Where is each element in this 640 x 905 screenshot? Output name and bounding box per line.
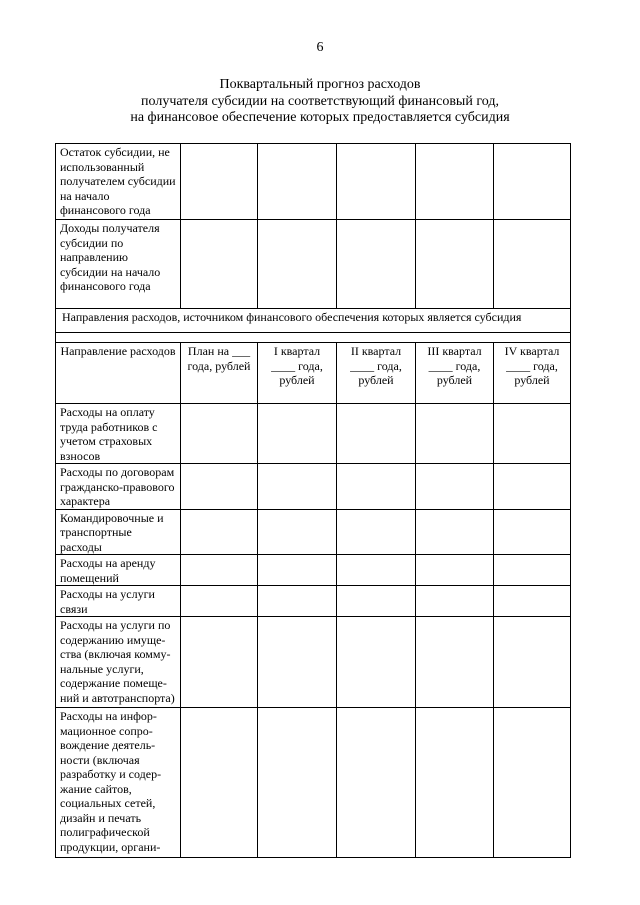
table-row (56, 464, 571, 510)
table-cell[interactable] (337, 464, 416, 510)
table-cell[interactable] (258, 509, 337, 555)
table-row (56, 555, 571, 586)
row-label: Расходы на аренду помещений (56, 555, 181, 586)
table-cell[interactable] (337, 586, 416, 617)
table-cell[interactable] (337, 220, 416, 309)
col-header-q1: I квартал ____ года, рублей (258, 343, 337, 404)
table-cell[interactable] (337, 144, 416, 220)
table-row-remainder (56, 144, 571, 220)
table-cell[interactable] (494, 586, 571, 617)
table-cell[interactable] (416, 617, 494, 708)
table-cell[interactable] (494, 404, 571, 464)
row-label: Расходы на услуги связи (56, 586, 181, 617)
table-row-income (56, 220, 571, 309)
section-header: Направления расходов, источником финансового обеспечения которых является субсидия (56, 309, 571, 333)
table-cell[interactable] (494, 464, 571, 510)
row-label-remainder: Остаток субсидии, не использованный получателем субсидии на начало финансового года (56, 144, 181, 220)
table-cell[interactable] (181, 220, 258, 309)
table-row (56, 404, 571, 464)
table-cell[interactable] (181, 509, 258, 555)
table-cell[interactable] (416, 708, 494, 858)
table-cell[interactable] (416, 144, 494, 220)
table-cell[interactable] (337, 617, 416, 708)
table-cell[interactable] (337, 555, 416, 586)
column-header-row (56, 343, 571, 404)
table-cell[interactable] (494, 220, 571, 309)
col-header-direction: Направление расходов (56, 343, 181, 404)
page-title (0, 77, 640, 127)
table-cell[interactable] (181, 617, 258, 708)
table-cell[interactable] (181, 404, 258, 464)
table-cell[interactable] (337, 404, 416, 464)
table-cell[interactable] (258, 464, 337, 510)
table-cell[interactable] (337, 509, 416, 555)
col-header-q4: IV квартал ____ года, рублей (494, 343, 571, 404)
row-label: Расходы на оплату труда работников с учетом страховых взносов (56, 404, 181, 464)
table-row (56, 708, 571, 858)
table-cell[interactable] (258, 404, 337, 464)
table-cell[interactable] (416, 464, 494, 510)
col-header-plan: План на ___ года, рублей (181, 343, 258, 404)
table-row (56, 509, 571, 555)
title-line-2: получателя субсидии на соответствующий финансовый год, (141, 93, 499, 109)
table-cell[interactable] (416, 586, 494, 617)
table-cell[interactable] (258, 617, 337, 708)
col-header-q3: III квартал ____ года, рублей (416, 343, 494, 404)
row-label: Командировочные и транспортные расходы (56, 509, 181, 555)
table-cell[interactable] (416, 509, 494, 555)
table-cell[interactable] (494, 509, 571, 555)
table-cell[interactable] (181, 144, 258, 220)
col-header-q2: II квартал ____ года, рублей (337, 343, 416, 404)
table-cell[interactable] (258, 144, 337, 220)
section-header-row (56, 309, 571, 333)
page-number: 6 (316, 40, 324, 55)
table-cell[interactable] (494, 708, 571, 858)
spacer-row (56, 333, 571, 343)
table-cell[interactable] (494, 555, 571, 586)
spacer-cell (56, 333, 571, 343)
table-cell[interactable] (181, 586, 258, 617)
table-cell[interactable] (258, 555, 337, 586)
row-label: Расходы на услуги по содержанию имущества (включая коммунальные услуги, содержание помещений и автотранспорта) (56, 617, 181, 708)
table-cell[interactable] (181, 708, 258, 858)
expense-forecast-table (55, 143, 571, 858)
table-cell[interactable] (258, 708, 337, 858)
table-cell[interactable] (416, 220, 494, 309)
row-label: Расходы на информационное сопровождение деятельности (включая разработку и содержание сайтов, социальных сетей, дизайн и печать полиграфической продукции, органи- (56, 708, 181, 858)
table-row (56, 586, 571, 617)
table-cell[interactable] (258, 220, 337, 309)
table-cell[interactable] (181, 464, 258, 510)
table-cell[interactable] (494, 617, 571, 708)
title-line-3: на финансовое обеспечение которых предоставляется субсидия (130, 110, 510, 125)
table-cell[interactable] (181, 555, 258, 586)
table-cell[interactable] (416, 555, 494, 586)
title-line-1: Поквартальный прогноз расходов (219, 77, 421, 92)
table-row (56, 617, 571, 708)
table-cell[interactable] (416, 404, 494, 464)
table-cell[interactable] (337, 708, 416, 858)
row-label: Расходы по договорам гражданско-правового характера (56, 464, 181, 510)
table-cell[interactable] (258, 586, 337, 617)
table-cell[interactable] (494, 144, 571, 220)
row-label-income: Доходы получателя субсидии по направлению субсидии на начало финансового года (56, 220, 181, 309)
